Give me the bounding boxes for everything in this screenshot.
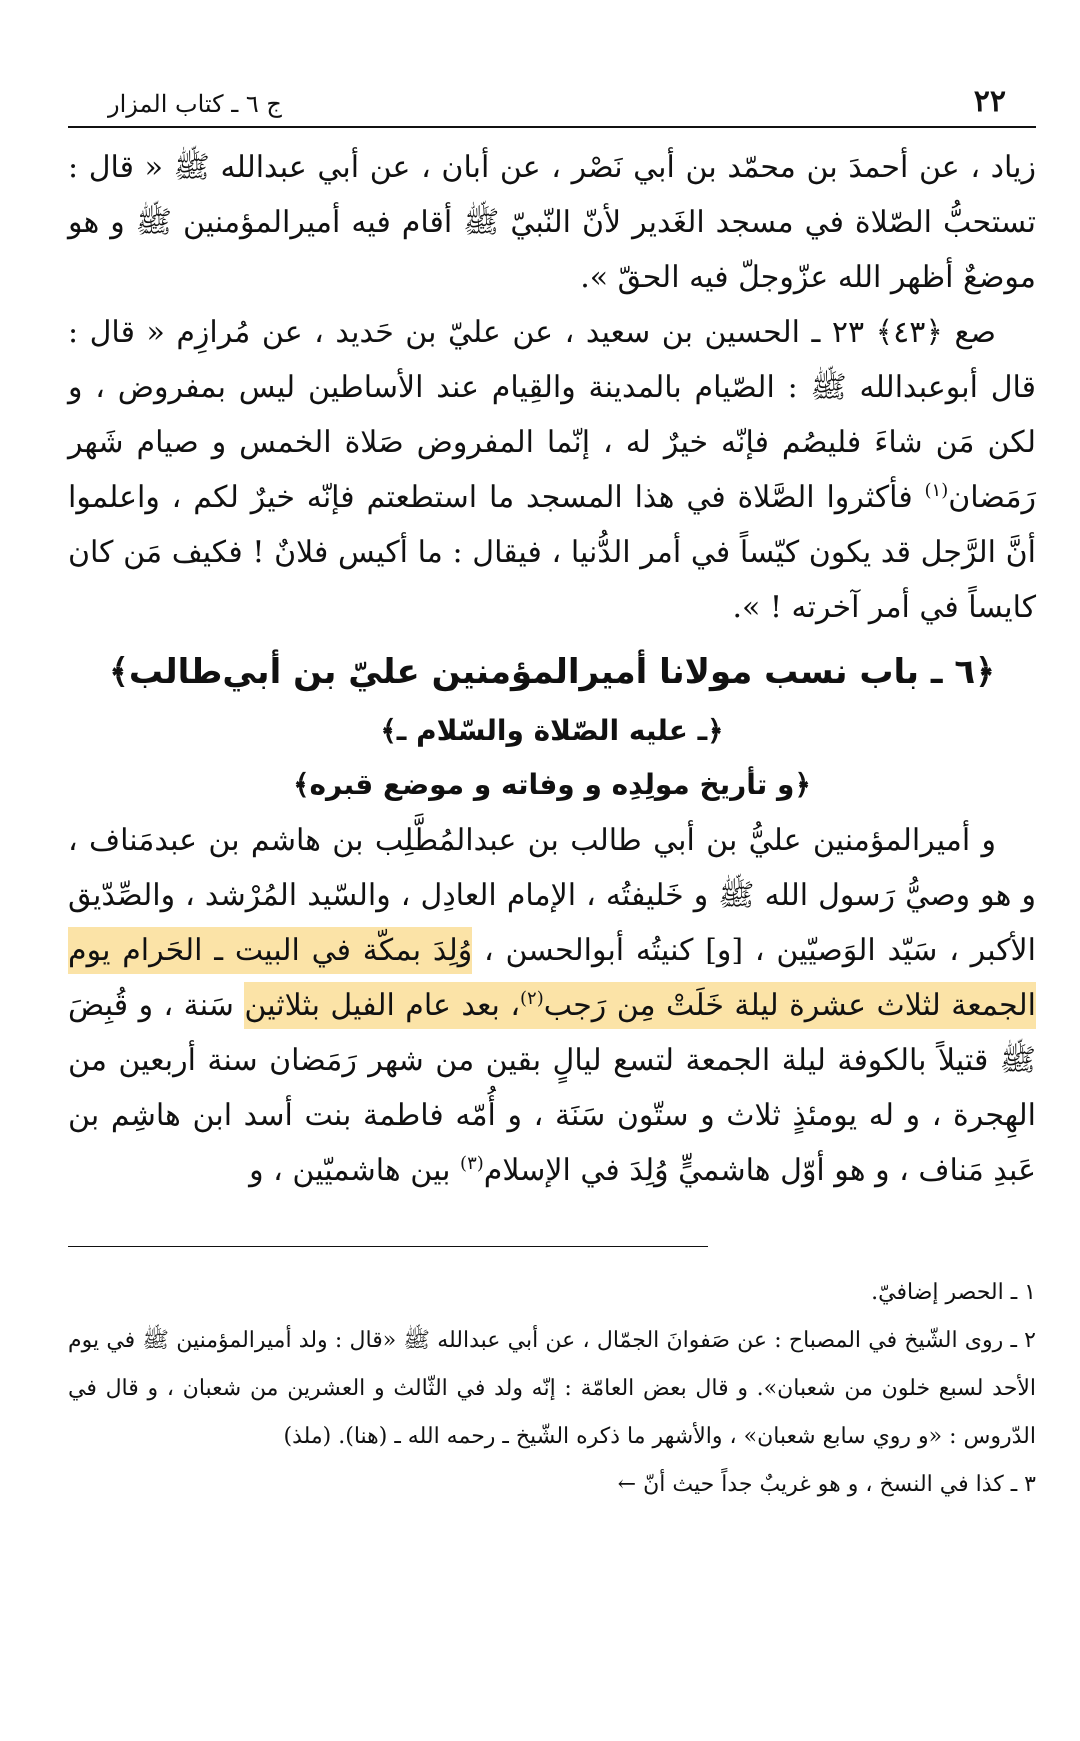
footnote-2: ٢ ـ روى الشّيخ في المصباح : عن صَفوانَ الجمّال ، عن أبي عبدالله ﷺ «قال : ولد أميرالمؤمنين ﷺ في يوم الأحد لسبع خلون من شعبان». و قال بعض العامّة : إنّه ولد في الثّالث و العشرين من شعبان ، و قال في الدّروس : «و روي سابع شعبان» ، والأشهر ما ذكره الشّيخ ـ رحمه الله ـ (هنا). (ملذ) (68, 1328, 1036, 1449)
footnote-1: ١ ـ الحصر إضافيّ. (871, 1280, 1036, 1305)
hadith-number: ﴿٤٣﴾ ٢٣ (831, 315, 943, 350)
running-header (68, 80, 1036, 128)
paragraph-3-text-end: بين هاشميّين ، و (249, 1153, 461, 1188)
hadith-marker: صع (954, 315, 996, 350)
paragraph-2-text-after: فأكثروا الصَّلاة في هذا المسجد ما استطعتم فإنّه خيرٌ لكم ، واعلموا أنَّ الرَّجل قد يكون كيّساً في أمر الدُّنيا ، فيقال : ما أكيس فلانٌ ! فكيف مَن كان كايساً في أمر آخرته ! ». (68, 480, 1036, 625)
footnote-3: ٣ ـ كذا في النسخ ، و هو غريبٌ جداً حيث أنّ ← (617, 1472, 1036, 1497)
footnote-divider (68, 1246, 708, 1247)
chapter-title: ﴿٦ ـ باب نسب مولانا أميرالمؤمنين عليّ بن أبي‌طالب﴾ (108, 652, 996, 692)
paragraph-2 (68, 305, 1036, 635)
footnote-ref-2[interactable]: (٢) (520, 988, 544, 1009)
highlighted-text: وُلِدَ بمكّة في البيت ـ الحَرام يوم الجمعة لثلاث عشرة ليلة خَلَتْ مِن رَجب (68, 933, 1036, 1023)
paragraph-3 (68, 813, 1036, 1198)
highlighted-text-after: ، بعد عام الفيل بثلاثين (244, 988, 521, 1023)
book-page (68, 80, 1036, 1509)
page-number: ٢٢ (973, 84, 1006, 119)
footnotes (68, 1269, 1036, 1509)
main-text (68, 140, 1036, 1198)
paragraph-3-text-after: سَنة ، و قُبِضَ ﷺ قتيلاً بالكوفة ليلة الجمعة لتسع ليالٍ بقين من شهر رَمَضان سنة أربعين من الهِجرة ، و له يومئذٍ ثلاث و ستّون سَنَة ، و أُمّه فاطمة بنت أسد ابن هاشِم بن عَبدِ مَناف ، و هو أوّل هاشميٍّ وُلِدَ في الإسلام (68, 988, 1036, 1188)
running-title: ج ٦ ـ كتاب المزار (108, 90, 282, 118)
paragraph-1: زياد ، عن أحمدَ بن محمّد بن أبي نَصْر ، عن أبان ، عن أبي عبدالله ﷺ « قال : تستحبُّ الصّلاة في مسجد الغَدير لأنّ النّبيّ ﷺ أقام فيه أميرالمؤمنين ﷺ و هو موضعٌ أظهر الله عزّوجلّ فيه الحقّ ». (68, 150, 1036, 295)
footnote-ref-3[interactable]: (٣) (460, 1153, 484, 1174)
paragraph-2-text: ـ الحسين بن سعيد ، عن عليّ بن حَديد ، عن مُرازِم « قال : قال أبوعبدالله ﷺ : الصّيام بالمدينة والقِيام عند الأساطين ليس بمفروض ، و لكن مَن شاءَ فليصُم فإنّه خيرٌ له ، إنّما المفروض صَلاة الخمس و صيام شَهر رَمَضان (68, 315, 1036, 515)
footnote-ref-1[interactable]: (١) (924, 480, 949, 501)
chapter-subtitle: ﴿ـ عليه الصّلاة والسّلام ـ﴾ (380, 714, 724, 747)
chapter-subtitle-2: ﴿و تأريخ مولِدِه و وفاته و موضع قبره﴾ (293, 768, 811, 801)
paragraph-3-text: و أميرالمؤمنين عليُّ بن أبي طالب بن عبدالمُطَّلِب بن هاشم بن عبدمَناف ، و هو وصيُّ رَسول الله ﷺ و خَليفتُه ، الإمام العادِل ، والسّيد المُرْشد ، والصِّدّيق الأكبر ، سَيّد الوَصيّين ، [و] كنيتُه أبوالحسن ، (68, 823, 1037, 968)
